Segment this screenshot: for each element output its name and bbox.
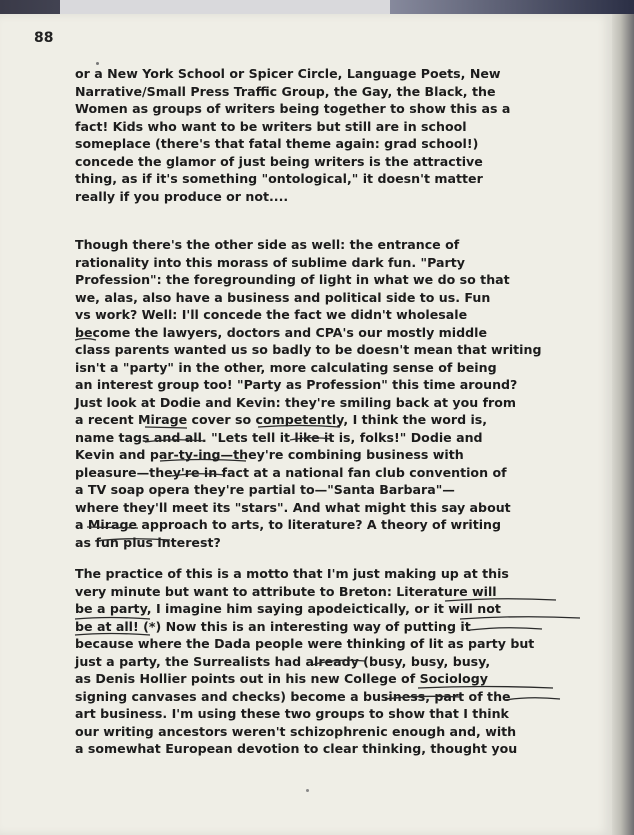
text-line: concede the glamor of just being writers is the attractive	[75, 153, 483, 169]
text-line: or a New York School or Spicer Circle, Language Poets, New	[75, 66, 501, 81]
ink-speck	[96, 62, 99, 65]
text-line: a recent Mirage cover so competently, I think the word is,	[75, 412, 488, 427]
text-line: Just look at Dodie and Kevin: they're smiling back at you from	[75, 394, 517, 410]
text-line: Kevin and par-ty-ing—they're combining business with	[75, 447, 464, 462]
paragraph-3	[75, 565, 603, 758]
text-line: Women as groups of writers being together to show this as a	[75, 101, 511, 116]
text-line: art business. I'm using these two groups to show that I think	[75, 706, 509, 721]
text-line: just a party, the Surrealists had already (busy, busy, busy,	[75, 653, 491, 669]
text-line: Profession": the foregrounding of light in what we do so that	[75, 272, 510, 287]
text-line: a Mirage approach to arts, to literature? A theory of writing	[75, 517, 502, 532]
page-edge-shadow	[612, 14, 634, 835]
text-line: Though there's the other side as well: the entrance of	[75, 237, 460, 252]
text-line: an interest group too! "Party as Profession" this time around?	[75, 377, 518, 392]
ink-speck	[306, 789, 309, 792]
text-line: because where the Dada people were thinking of lit as party but	[75, 636, 535, 651]
text-line: name tags and all. "Lets tell it like it is, folks!" Dodie and	[75, 429, 483, 445]
text-line: our writing ancestors weren't schizophrenic enough and, with	[75, 723, 517, 739]
text-line: vs work? Well: I'll concede the fact we didn't wholesale	[75, 307, 468, 322]
text-line: a somewhat European devotion to clear thinking, thought you	[75, 741, 518, 756]
text-line: Narrative/Small Press Traffic Group, the Gay, the Black, the	[75, 83, 496, 99]
text-line: fact! Kids who want to be writers but still are in school	[75, 118, 467, 134]
text-line: isn't a "party" in the other, more calculating sense of being	[75, 359, 497, 375]
page-number: 88	[34, 30, 54, 46]
text-line: someplace (there's that fatal theme again: grad school!)	[75, 136, 479, 151]
text-line: be at all! (*) Now this is an interesting way of putting it	[75, 618, 471, 634]
text-line: rationality into this morass of sublime dark fun. "Party	[75, 254, 465, 270]
facing-page-strip	[60, 0, 390, 15]
text-line: thing, as if it's something "ontological," it doesn't matter	[75, 171, 483, 186]
text-line: signing canvases and checks) become a business, part of the	[75, 688, 511, 704]
text-line: pleasure—they're in fact at a national fan club convention of	[75, 464, 507, 480]
text-line: be a party, I imagine him saying apodeictically, or it will not	[75, 601, 501, 616]
text-line: we, alas, also have a business and political side to us. Fun	[75, 289, 491, 305]
paragraph-2	[75, 236, 603, 551]
paragraph-1	[75, 65, 603, 205]
text-line: a TV soap opera they're partial to—"Santa Barbara"—	[75, 482, 455, 497]
text-line: very minute but want to attribute to Breton: Literature will	[75, 583, 497, 599]
text-line: The practice of this is a motto that I'm just making up at this	[75, 566, 509, 581]
text-line: as Denis Hollier points out in his new College of Sociology	[75, 671, 488, 686]
text-line: class parents wanted us so badly to be doesn't mean that writing	[75, 342, 542, 357]
text-line: as fun plus interest?	[75, 534, 221, 550]
text-line: where they'll meet its "stars". And what might this say about	[75, 499, 511, 515]
text-line: become the lawyers, doctors and CPA's our mostly middle	[75, 324, 488, 340]
text-line: really if you produce or not....	[75, 188, 289, 204]
